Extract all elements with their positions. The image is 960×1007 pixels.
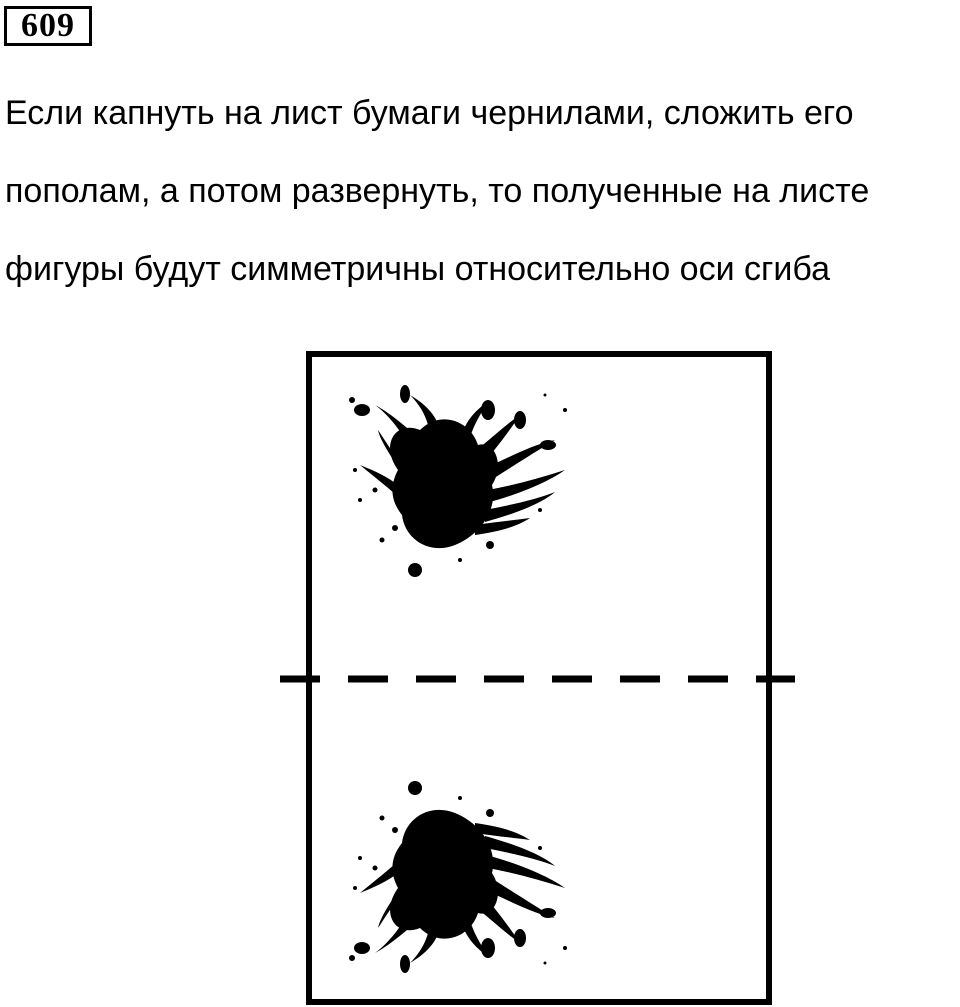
text-line-2: пополам, а потом развернуть, то полученные на листе bbox=[5, 172, 870, 210]
ink-blot-top bbox=[349, 385, 567, 577]
problem-number: 609 bbox=[4, 6, 92, 46]
text-line-1: Если капнуть на лист бумаги чернилами, сложить его bbox=[5, 94, 854, 132]
text-line-3: фигуры будут симметричны относительно оси сгиба bbox=[5, 250, 831, 288]
ink-blot-bottom bbox=[349, 781, 567, 973]
